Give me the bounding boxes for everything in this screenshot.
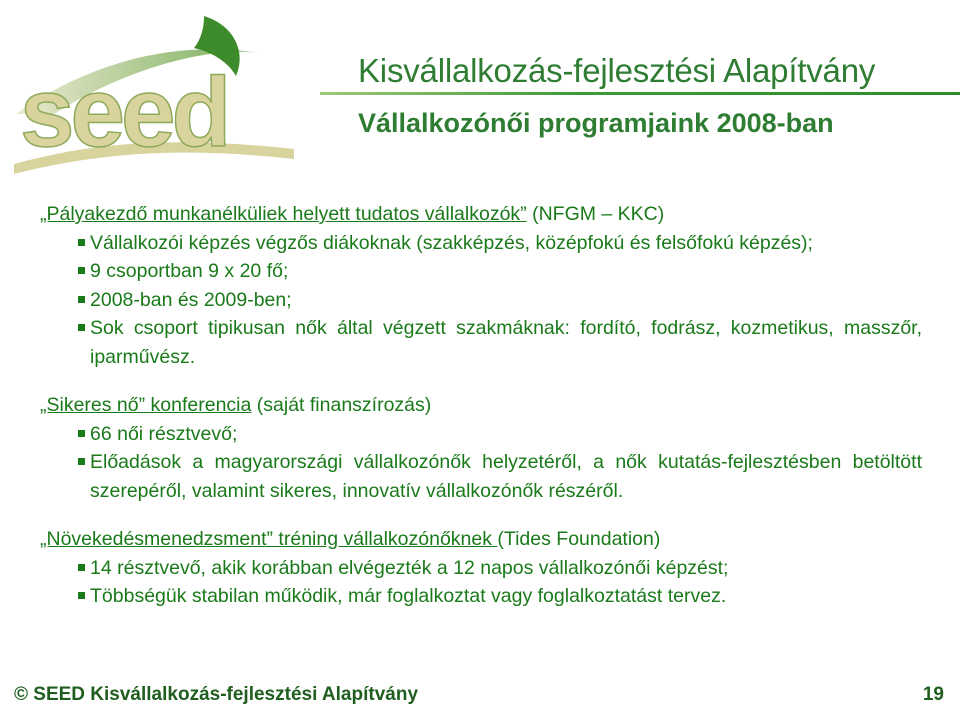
bullet-marker — [78, 458, 85, 465]
bullet-item — [40, 448, 922, 505]
bullet-text: Előadások a magyarországi vállalkozónők helyzetéről, a nők kutatás-fejlesztésben betöltött szerepéről, valamint sikeres, innovatív vállalkozónők részéről. — [90, 451, 922, 502]
section-heading-link[interactable]: „Sikeres nő” konferencia — [40, 394, 252, 416]
section-heading-funder: (Tides Foundation) — [497, 528, 661, 550]
bullet-marker — [78, 296, 85, 303]
bullet-item — [40, 229, 922, 258]
spacer — [40, 505, 922, 525]
section-heading — [40, 391, 922, 420]
bullet-item — [40, 420, 922, 449]
bullet-text: 9 csoportban 9 x 20 fő; — [90, 260, 289, 282]
bullet-marker — [78, 267, 85, 274]
section-heading-funder: (NFGM – KKC) — [526, 203, 665, 225]
bullet-text: 66 női résztvevő; — [90, 422, 238, 445]
page-number: 19 — [922, 684, 944, 705]
bullet-text: 14 résztvevő, akik korábban elvégezték a 12 napos vállalkozónői képzést; — [90, 556, 729, 579]
bullet-item — [40, 314, 922, 371]
slide-content — [40, 200, 922, 611]
bullet-marker — [78, 239, 85, 246]
bullet-text: Vállalkozói képzés végzős diákoknak (szakképzés, középfokú és felsőfokú képzés); — [90, 231, 813, 254]
footer-copyright: © SEED Kisvállalkozás-fejlesztési Alapítvány — [14, 684, 419, 705]
logo-wordmark: seed — [20, 57, 228, 167]
section-heading-link[interactable]: „Pályakezdő munkanélküliek helyett tudatos vállalkozók” — [40, 203, 527, 225]
bullet-marker — [78, 324, 85, 331]
section-heading — [40, 525, 922, 554]
bullet-item — [40, 257, 922, 286]
bullet-item — [40, 582, 922, 611]
bullet-marker — [78, 430, 85, 437]
header-divider — [320, 92, 960, 95]
organization-title: Kisvállalkozás-fejlesztési Alapítvány — [358, 52, 876, 89]
bullet-marker — [78, 592, 85, 599]
spacer — [40, 371, 922, 391]
bullet-item — [40, 554, 922, 583]
section-heading-link[interactable]: „Növekedésmenedzsment” tréning vállalkozónőknek — [40, 528, 498, 550]
bullet-item — [40, 286, 922, 315]
bullet-marker — [78, 564, 85, 571]
bullet-text: Sok csoport tipikusan nők által végzett szakmáknak: fordító, fodrász, kozmetikus, masszőr, iparművész. — [90, 317, 922, 368]
bullet-text: 2008-ban és 2009-ben; — [90, 288, 292, 311]
slide-title: Vállalkozónői programjaink 2008-ban — [358, 108, 834, 138]
slide-footer — [14, 684, 944, 706]
section-heading — [40, 200, 922, 229]
section-heading-funder: (saját finanszírozás) — [251, 394, 432, 416]
bullet-text: Többségük stabilan működik, már foglalkoztat vagy foglalkoztatást tervez. — [90, 585, 727, 607]
seed-logo — [14, 14, 314, 174]
